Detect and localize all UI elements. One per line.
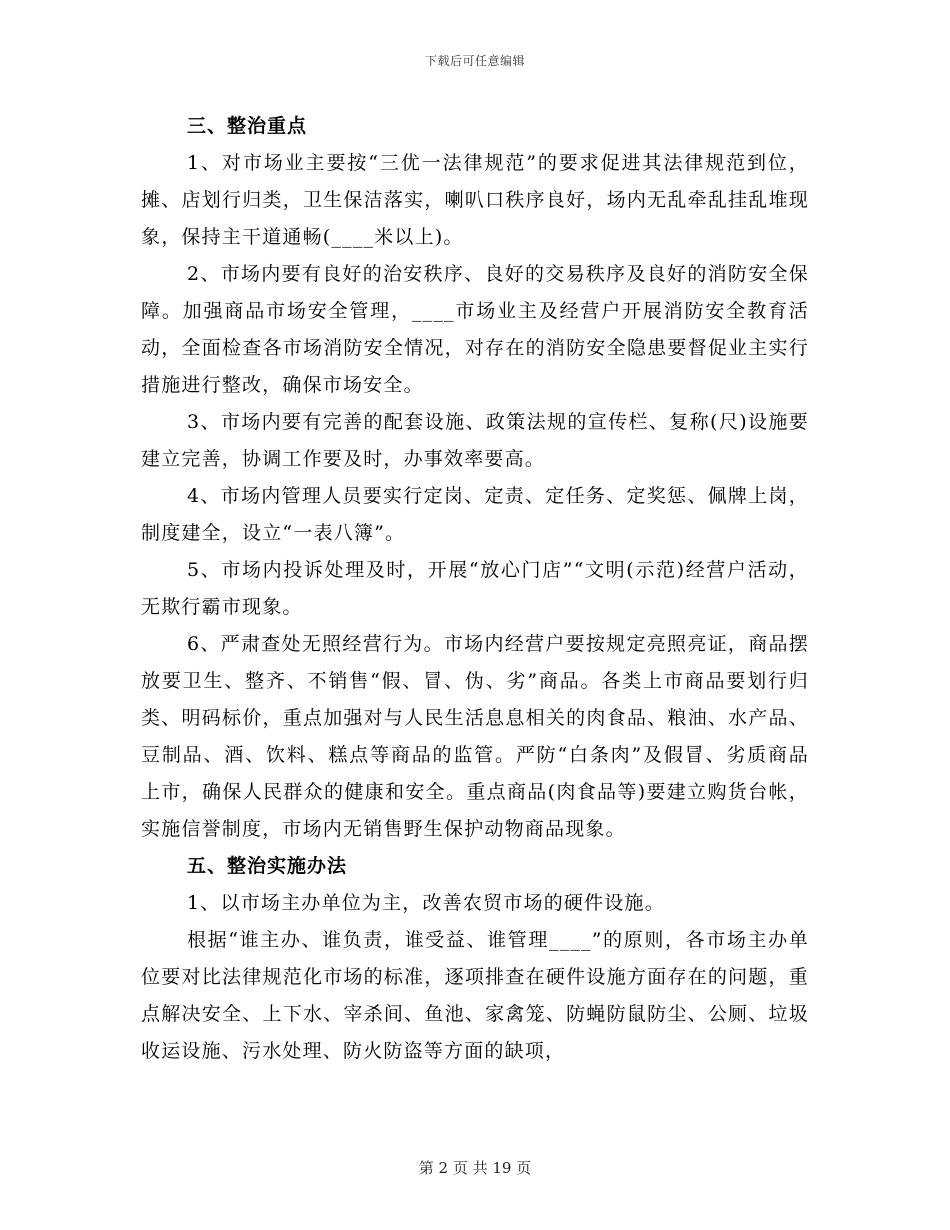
document-body (141, 108, 809, 1070)
section-heading: 五、整治实施办法 (187, 855, 348, 877)
section-rectification-focus (141, 108, 809, 848)
paragraph: 5、市场内投诉处理及时，开展“放心门店”“文明(示范)经营户活动，无欺行霸市现象。 (141, 559, 809, 618)
section-implementation-methods (141, 848, 809, 1070)
paragraph: 3、市场内要有完善的配套设施、政策法规的宣传栏、复称(尺)设施要建立完善，协调工作要及时，办事效率要高。 (141, 411, 809, 470)
paragraph: 根据“谁主办、谁负责，谁受益、谁管理____”的原则，各市场主办单位要对比法律规范化市场的标准，逐项排查在硬件设施方面存在的问题，重点解决安全、上下水、宰杀间、鱼池、家禽笼、防蝇防鼠防尘、公厕、垃圾收运设施、污水处理、防火防盗等方面的缺项， (141, 929, 809, 1062)
paragraph: 4、市场内管理人员要实行定岗、定责、定任务、定奖惩、佩牌上岗，制度建全，设立“一表八簿”。 (141, 485, 809, 544)
paragraph: 1、对市场业主要按“三优一法律规范”的要求促进其法律规范到位，摊、店划行归类，卫生保洁落实，喇叭口秩序良好，场内无乱牵乱挂乱堆现象，保持主干道通畅(____米以上)。 (141, 152, 809, 248)
page-number: 第 2 页 共 19 页 (418, 1159, 532, 1177)
paragraph: 2、市场内要有良好的治安秩序、良好的交易秩序及良好的消防安全保障。加强商品市场安全管理，____市场业主及经营户开展消防安全教育活动，全面检查各市场消防安全情况，对存在的消防安全隐患要督促业主实行措施进行整改，确保市场安全。 (141, 263, 809, 396)
paragraph: 1、以市场主办单位为主，改善农贸市场的硬件设施。 (187, 892, 665, 914)
section-heading: 三、整治重点 (187, 115, 308, 137)
header-note: 下载后可任意编辑 (424, 54, 525, 68)
paragraph: 6、严肃查处无照经营行为。市场内经营户要按规定亮照亮证，商品摆放要卫生、整齐、不销售“假、冒、伪、劣”商品。各类上市商品要划行归类、明码标价，重点加强对与人民生活息息相关的肉食品、粮油、水产品、豆制品、酒、饮料、糕点等商品的监管。严防“白条肉”及假冒、劣质商品上市，确保人民群众的健康和安全。重点商品(肉食品等)要建立购货台帐，实施信誉制度，市场内无销售野生保护动物商品现象。 (141, 633, 809, 840)
